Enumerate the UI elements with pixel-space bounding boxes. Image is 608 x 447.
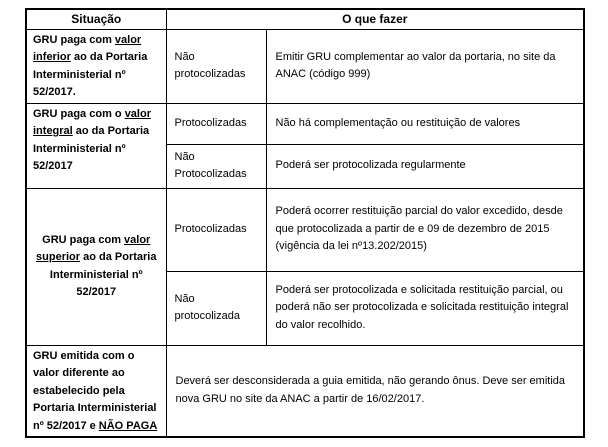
status-nao-protocolizada-cell: Não protocolizada: [166, 271, 266, 345]
gru-situacao-table: [25, 8, 585, 438]
situacao-valor-inferior-cell: GRU paga com valor inferior ao da Portaria Interministerial nº 52/2017.: [26, 29, 166, 103]
situacao-nao-paga-cell: GRU emitida com o valor diferente ao estabelecido pela Portaria Interministerial nº 52/2017 e NÃO PAGA: [26, 345, 166, 437]
situacao-valor-integral-cell: GRU paga com o valor integral ao da Portaria Interministerial nº 52/2017: [26, 103, 166, 188]
table-row: [26, 345, 584, 437]
acao-restituicao-parcial-cell: Poderá ocorrer restituição parcial do valor excedido, desde que protocolizada a partir de e 09 de dezembro de 2015 (vigência da lei nº13.202/2015): [266, 188, 584, 271]
header-o-que-fazer: O que fazer: [166, 9, 584, 29]
status-nao-protocolizadas-cell: Não protocolizadas: [166, 29, 266, 103]
acao-nao-ha-complementacao-cell: Não há complementação ou restituição de valores: [266, 103, 584, 144]
table-row: [26, 103, 584, 144]
status-protocolizadas-cell: Protocolizadas: [166, 103, 266, 144]
acao-emitir-gru-complementar-cell: Emitir GRU complementar ao valor da portaria, no site da ANAC (código 999): [266, 29, 584, 103]
table-header-row: [26, 9, 584, 29]
acao-restituicao-integral-cell: Poderá ser protocolizada e solicitada restituição parcial, ou poderá não ser protocolizada e solicitada restituição integral do valor recolhido.: [266, 271, 584, 345]
status-nao-protocolizadas-2-cell: Não Protocolizadas: [166, 144, 266, 188]
header-situacao: Situação: [26, 9, 166, 29]
status-protocolizadas-2-cell: Protocolizadas: [166, 188, 266, 271]
acao-guia-desconsiderada-cell: Deverá ser desconsiderada a guia emitida, não gerando ônus. Deve ser emitida nova GRU no site da ANAC a partir de 16/02/2017.: [166, 345, 584, 437]
table-row: [26, 188, 584, 271]
situacao-valor-superior-cell: GRU paga com valor superior ao da Portaria Interministerial nº 52/2017: [26, 188, 166, 345]
acao-protocolizada-regularmente-cell: Poderá ser protocolizada regularmente: [266, 144, 584, 188]
table-row: [26, 29, 584, 103]
